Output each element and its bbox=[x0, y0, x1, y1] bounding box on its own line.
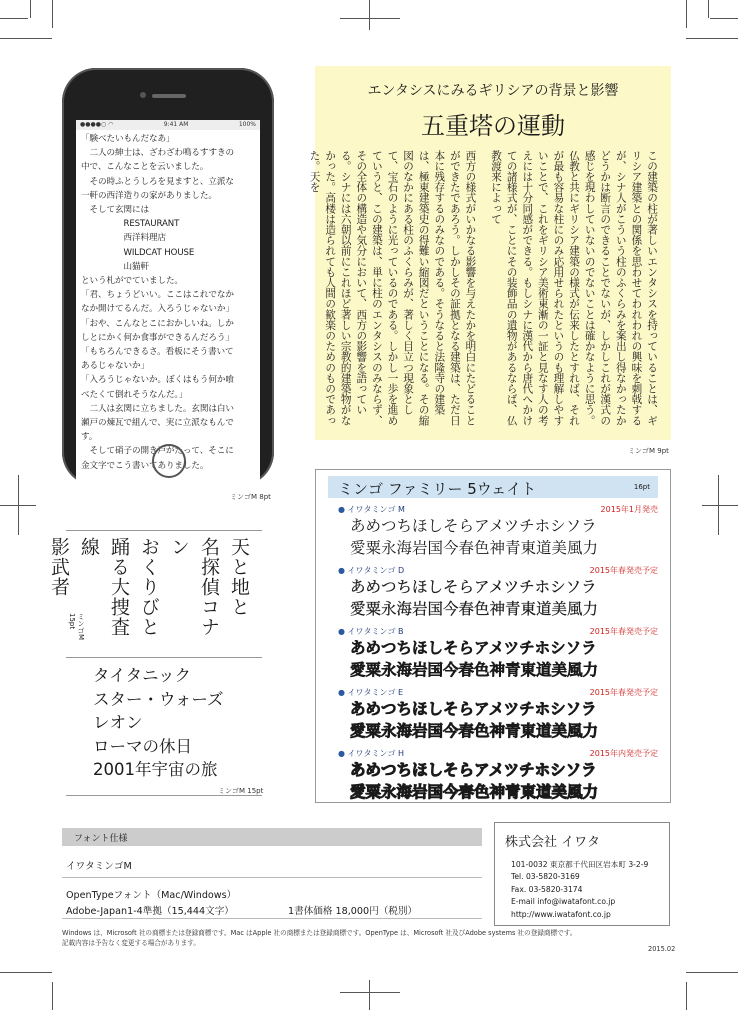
article-paragraph: この建築の柱が著しいエンタシスを持っていることは、ギリシア建築との関係を思わせてわれわれの興味を刺戟するが、シナ人がこういう柱のふくらみを案出し得なかったかどうかは断言のできることでないが、しかしこれが漢式の感じを現わしていないのでないことは確かなように思う。仏教と共にギリシア建築の様式が伝来したとすれば、それが最も容易な柱にのみ応用せられたというのも理解しやすいことで、これをギリシア美術東漸の一証と見なす人の考えには十分同感ができる。もしシナに漢代から唐代へかけての諸様式が、ことにその装飾品の遺物があるならば、仏教渡来によって bbox=[490, 150, 658, 426]
phone-text-line: 一軒の西洋造りの家がありました。 bbox=[81, 190, 217, 201]
legal-line: Windows は、Microsoft 社の商標または登録商標です。Mac はApple 社の商標または登録商標です。OpenType は、Microsoft 社及びAdobe systems 社の登録商標です。 bbox=[62, 929, 577, 937]
phone-text-line: 「おや、こんなとこにおかしいね。しか bbox=[81, 318, 234, 329]
crop-mark bbox=[702, 505, 738, 506]
legal-notice bbox=[62, 928, 576, 948]
weight-name-text: イワタミンゴ H bbox=[347, 749, 405, 758]
vertical-title: 名探偵コナン bbox=[168, 537, 220, 637]
crop-mark bbox=[0, 972, 52, 973]
weight-kana-line: あめつちほしそらアメツチホシソラ bbox=[350, 578, 597, 596]
phone-mockup bbox=[62, 68, 274, 486]
horizontal-title: ローマの休日 bbox=[93, 736, 192, 756]
divider bbox=[62, 877, 482, 878]
crop-mark bbox=[369, 0, 370, 30]
phone-text-line: そして玄関には bbox=[81, 205, 149, 216]
weight-kanji-line: 愛粟永海岩国今春色神青東道美風力 bbox=[350, 600, 599, 618]
weight-kanji-line: 愛粟永海岩国今春色神青東道美風力 bbox=[350, 722, 599, 740]
weight-sample bbox=[338, 626, 658, 681]
horizontal-title: スター・ウォーズ bbox=[93, 689, 224, 709]
crop-mark bbox=[710, 18, 738, 19]
phone-caption: ミンゴM 8pt bbox=[230, 493, 271, 501]
horizontal-titles bbox=[93, 664, 224, 782]
vertical-caption: ミンゴM 15pt bbox=[68, 613, 85, 641]
spec-header-label: フォント仕様 bbox=[74, 834, 128, 844]
signal-icon: ●●●●○ ◠ bbox=[80, 121, 114, 128]
weight-status: 2015年1月発売 bbox=[600, 505, 658, 514]
crop-mark bbox=[30, 0, 31, 18]
article-title: 五重塔の運動 bbox=[421, 112, 565, 140]
phone-text-line: べたくて倒れそうなんだ。」 bbox=[81, 389, 188, 400]
phone-text-line: あるじゃないか」 bbox=[81, 361, 149, 372]
weight-kana-line: あめつちほしそらアメツチホシソラ bbox=[350, 639, 597, 657]
phone-text-line: 「験べたいもんだなあ」 bbox=[81, 134, 175, 144]
divider bbox=[66, 795, 262, 796]
font-family-box bbox=[315, 469, 671, 803]
weight-sample bbox=[338, 687, 658, 742]
crop-mark bbox=[52, 0, 53, 28]
phone-text-line: 中で、こんなことを云いました。 bbox=[81, 162, 209, 173]
bullet-icon: ● bbox=[338, 627, 348, 636]
speaker-icon bbox=[152, 94, 186, 98]
phone-text-line: なか開けてるんだ。入ろうじゃないか」 bbox=[81, 304, 234, 315]
vertical-sample-box bbox=[48, 530, 262, 658]
weight-name-text: イワタミンゴ E bbox=[347, 688, 404, 697]
phone-text-line: 二人は玄関に立ちました。玄関は白い bbox=[81, 403, 234, 414]
camera-icon bbox=[140, 92, 146, 98]
horizontal-title: 2001年宇宙の旅 bbox=[93, 760, 218, 779]
phone-text-line: す。 bbox=[81, 432, 98, 443]
weight-sample bbox=[338, 565, 658, 620]
weight-status: 2015年春発売予定 bbox=[589, 688, 658, 697]
phone-text-line: 「君、ちょうどいい。ここはこれでなか bbox=[81, 290, 234, 301]
company-info bbox=[511, 859, 648, 921]
article-box bbox=[308, 66, 671, 440]
horizontal-caption: ミンゴM 15pt bbox=[218, 787, 264, 795]
phone-text-line: RESTAURANT bbox=[81, 219, 180, 230]
spec-header bbox=[62, 828, 482, 846]
horizontal-title: レオン bbox=[93, 713, 143, 732]
vertical-title: 天と地と bbox=[228, 537, 250, 617]
weight-name-text: イワタミンゴ B bbox=[347, 627, 404, 636]
phone-text-line: 西洋料理店 bbox=[81, 233, 166, 244]
crop-mark bbox=[52, 982, 53, 1010]
crop-mark bbox=[686, 972, 738, 973]
weight-name-text: イワタミンゴ D bbox=[347, 566, 405, 575]
phone-text-line: 瀬戸の煉瓦で組んで、実に立派なもんで bbox=[81, 418, 234, 429]
weight-kana-line: あめつちほしそらアメツチホシソラ bbox=[350, 700, 597, 718]
weight-kanji-line: 愛粟永海岩国今春色神青東道美風力 bbox=[350, 539, 599, 557]
crop-mark bbox=[340, 18, 400, 19]
crop-mark bbox=[369, 980, 370, 1010]
crop-mark bbox=[18, 475, 19, 535]
article-subtitle: エンタシスにみるギリシアの背景と影響 bbox=[367, 83, 619, 99]
phone-text-line: 山猫軒 bbox=[81, 261, 149, 272]
weight-name-text: イワタミンゴ M bbox=[347, 505, 405, 514]
bullet-icon: ● bbox=[338, 566, 348, 575]
phone-text-line: しとにかく何か食事ができるんだろう」 bbox=[81, 332, 234, 343]
phone-text-line: その時ふとうしろを見ますと、立派な bbox=[81, 176, 234, 187]
company-email[interactable]: E-mail info@iwatafont.co.jp bbox=[511, 897, 616, 907]
company-fax: Fax. 03-5820-3174 bbox=[511, 884, 583, 894]
crop-mark bbox=[686, 982, 687, 1010]
bullet-icon: ● bbox=[338, 505, 348, 514]
spec-price: 1書体価格 18,000円（税別） bbox=[288, 906, 418, 917]
family-header bbox=[328, 476, 658, 498]
article-body bbox=[308, 150, 659, 430]
phone-text bbox=[76, 130, 260, 473]
battery-label: 100% bbox=[238, 121, 256, 128]
weight-status: 2015年内発売予定 bbox=[589, 749, 658, 758]
phone-text-line: という札がでていました。 bbox=[81, 276, 183, 287]
company-address: 101-0032 東京都千代田区岩本町 3-2-9 bbox=[511, 860, 649, 869]
article-caption: ミンゴM 9pt bbox=[628, 447, 669, 455]
crop-mark bbox=[340, 992, 400, 993]
phone-text-line: 「入ろうじゃないか。ぼくはもう何か喰 bbox=[81, 375, 234, 386]
vertical-title: 踊る大捜査線 bbox=[78, 537, 130, 637]
phone-text-line: 二人の紳士は、ざわざわ鳴るすすきの bbox=[81, 148, 234, 159]
family-size-label: 16pt bbox=[633, 483, 650, 491]
weight-kanji-line: 愛粟永海岩国今春色神青東道美風力 bbox=[350, 661, 599, 679]
divider bbox=[62, 918, 482, 919]
phone-text-line: WILDCAT HOUSE bbox=[81, 247, 195, 258]
weight-status: 2015年春発売予定 bbox=[589, 566, 658, 575]
spec-font-name: イワタミンゴM bbox=[66, 861, 132, 872]
phone-text-line: そして硝子の開き戸がたって、そこに bbox=[81, 446, 234, 457]
weight-sample bbox=[338, 748, 658, 803]
crop-mark bbox=[686, 38, 738, 39]
crop-mark bbox=[0, 38, 52, 39]
legal-line: 記載内容は予告なく変更する場合があります。 bbox=[62, 939, 200, 947]
weight-kana-line: あめつちほしそらアメツチホシソラ bbox=[350, 517, 597, 535]
company-box bbox=[494, 822, 670, 926]
crop-mark bbox=[708, 0, 709, 18]
issue-date: 2015.02 bbox=[648, 945, 676, 953]
horizontal-title: タイタニック bbox=[93, 666, 192, 685]
article-paragraph: 西方の様式がいかなる影響を与えたかを明白にたどることができたであろう。しかしその証拠となる建築は、ただ日本に残存するのみなのである。そうなると法隆寺の建築は、極東建築史の得難い縮図だということになる。その縮図のなかにある柱のふくらみが、著しく目立つ現象として、宝石のように光っているのである。しかし一歩を進めていうと、この建築は、単に柱のエンタシスのみならず、その全体の構造や気分において、西方の影響を語っている。シナには六朝以前にこれほど著しい宗教的建築物がなかった。高楼は造られても人間の歓楽のためのものであった。天を bbox=[308, 150, 477, 426]
phone-text-line: 金文字でこう書いてありました。 bbox=[81, 460, 209, 471]
weight-kana-line: あめつちほしそらアメツチホシソラ bbox=[350, 761, 597, 779]
weight-sample bbox=[338, 504, 658, 559]
vertical-title: おくりびと bbox=[138, 537, 160, 637]
company-tel: Tel. 03-5820-3169 bbox=[511, 872, 580, 882]
crop-mark bbox=[718, 475, 719, 535]
home-button[interactable] bbox=[152, 444, 186, 478]
bullet-icon: ● bbox=[338, 688, 348, 697]
spec-format: OpenTypeフォント（Mac/Windows） bbox=[66, 890, 237, 901]
spec-charset: Adobe-Japan1-4準拠（15,444文字） bbox=[66, 906, 234, 917]
crop-mark bbox=[686, 0, 687, 28]
crop-mark bbox=[0, 18, 28, 19]
weight-status: 2015年春発売予定 bbox=[589, 627, 658, 636]
weight-kanji-line: 愛粟永海岩国今春色神青東道美風力 bbox=[350, 783, 599, 801]
bullet-icon: ● bbox=[338, 749, 348, 758]
status-bar bbox=[76, 120, 260, 130]
family-title: ミンゴ ファミリー 5ウェイト bbox=[338, 480, 537, 498]
status-time: 9:41 AM bbox=[163, 121, 189, 128]
company-name: 株式会社 イワタ bbox=[505, 835, 601, 850]
vertical-title: 影武者 bbox=[48, 537, 70, 597]
company-url[interactable]: http://www.iwatafont.co.jp bbox=[511, 909, 611, 919]
phone-text-line: 「もちろんできるさ。看板にそう書いて bbox=[81, 347, 234, 358]
